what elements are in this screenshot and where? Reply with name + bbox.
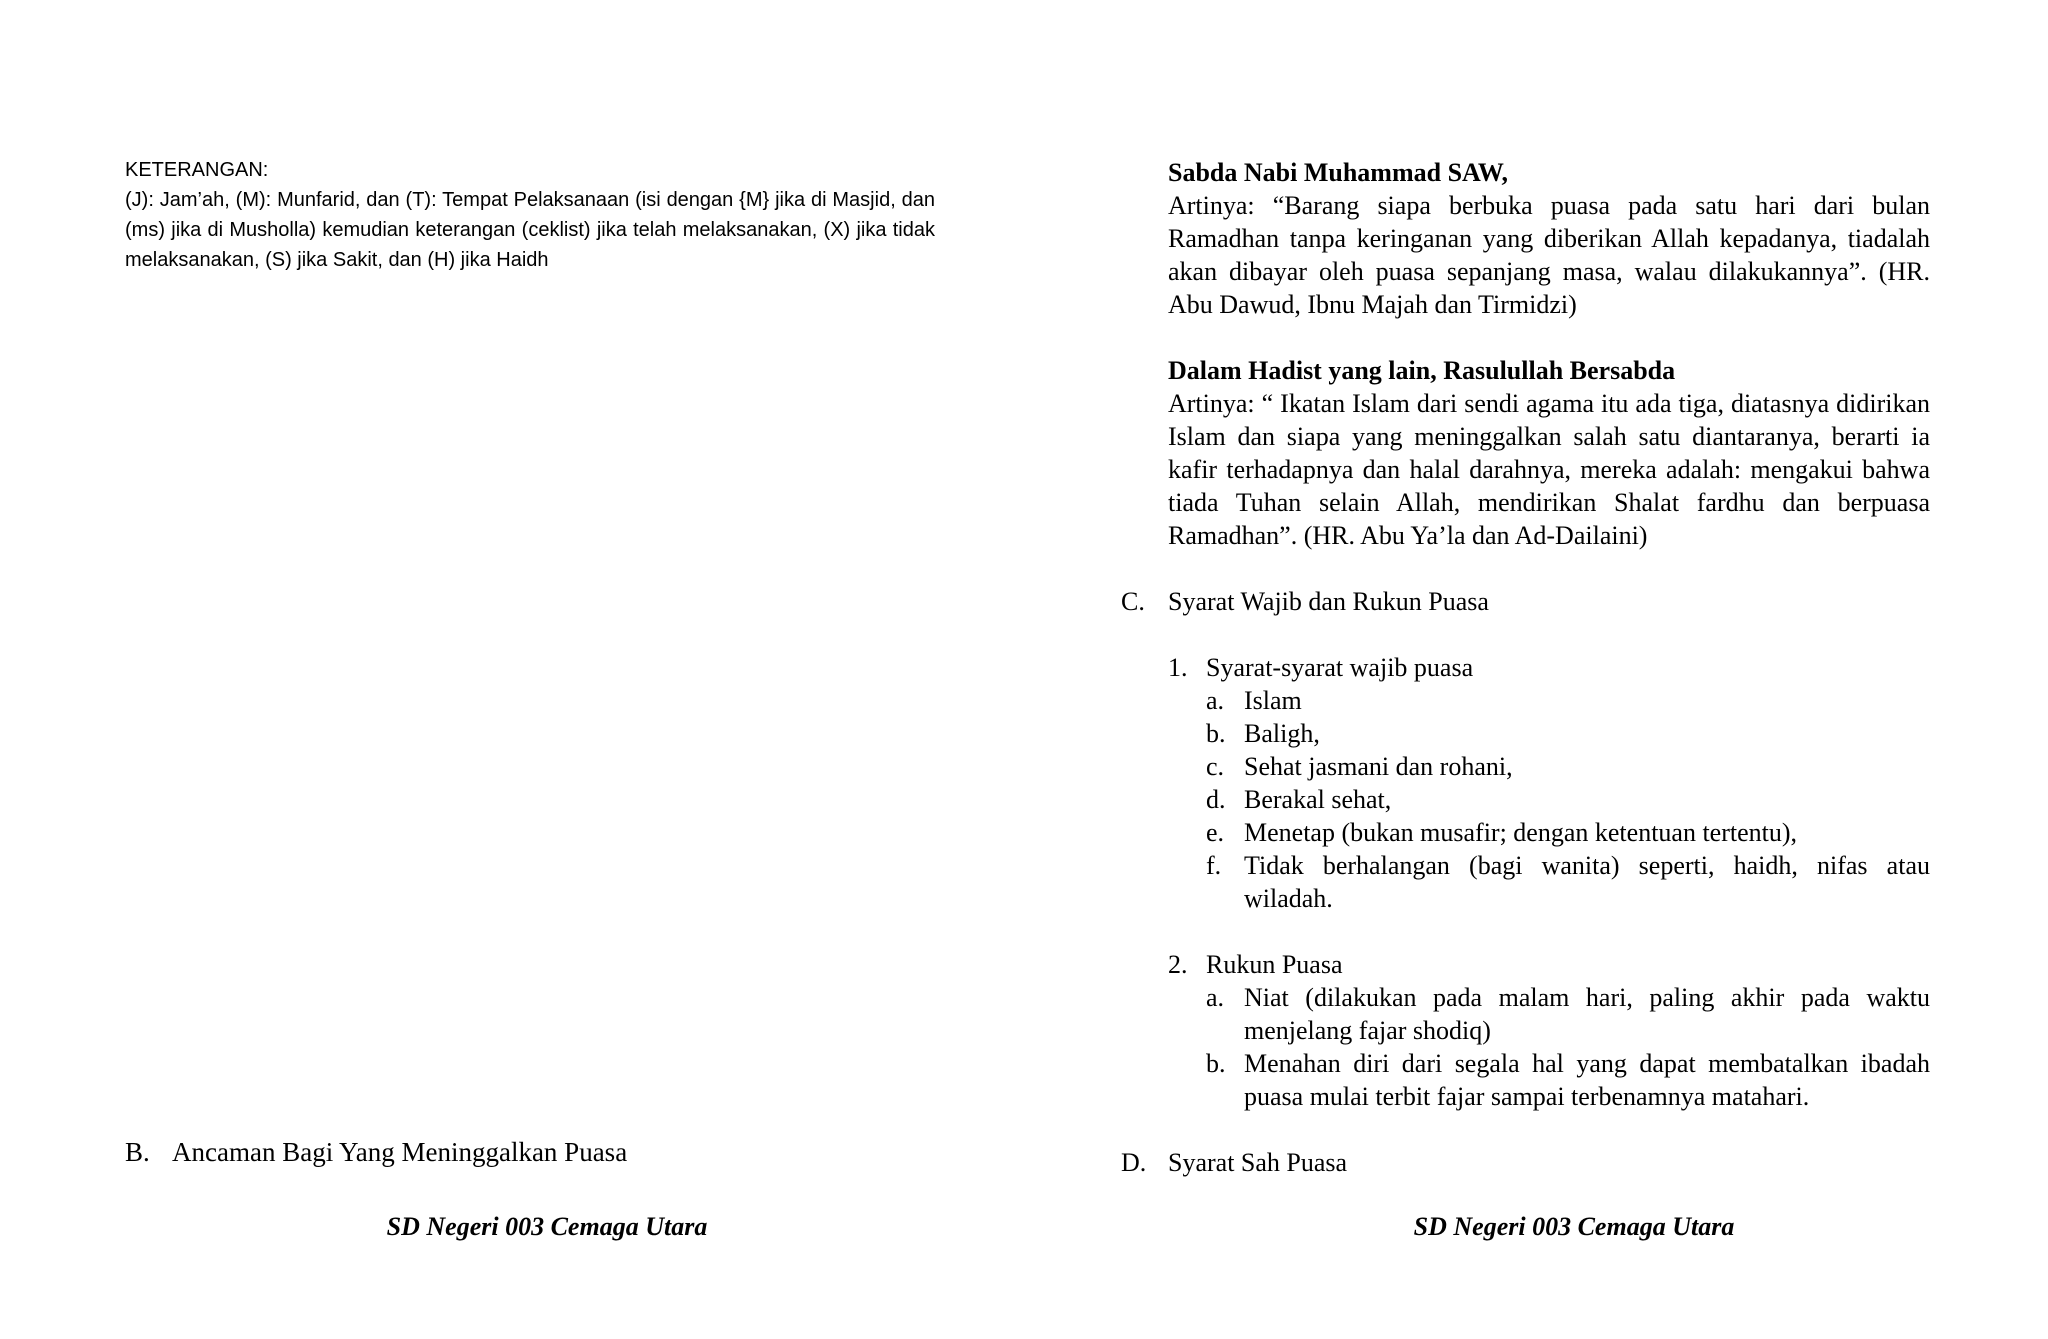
section-d-letter: D. xyxy=(1121,1148,1147,1177)
list-item-text: Tidak berhalangan (bagi wanita) seperti, haidh, nifas atau wiladah. xyxy=(1244,851,1930,913)
section-c-title: Syarat Wajib dan Rukun Puasa xyxy=(1168,587,1489,616)
section-d-title: Syarat Sah Puasa xyxy=(1168,1148,1348,1177)
list-item-text: Islam xyxy=(1244,686,1302,715)
list-rukun-puasa xyxy=(1168,948,1930,981)
list-item-letter: e. xyxy=(1206,818,1225,847)
left-page xyxy=(125,155,935,275)
list-item xyxy=(1206,849,1930,915)
list-item xyxy=(1206,717,1930,750)
hadith-2 xyxy=(1168,354,1930,552)
right-page xyxy=(1121,156,1930,1179)
list-item-letter: a. xyxy=(1206,686,1225,715)
hadith-2-text: Artinya: “ Ikatan Islam dari sendi agama itu ada tiga, diatasnya didirikan Islam dan siapa yang meninggalkan salah satu diantaranya, berarti ia kafir terhadapnya dan halal darahnya, mereka adalah: mengakui bahwa tiada Tuhan selain Allah, mendirikan Shalat fardhu dan berpuasa Ramadhan”. (HR. Abu Ya’la dan Ad-Dailaini) xyxy=(1168,389,1930,550)
keterangan-label: KETERANGAN: xyxy=(125,159,269,181)
list-item xyxy=(1206,1047,1930,1113)
hadith-1-text: Artinya: “Barang siapa berbuka puasa pada satu hari dari bulan Ramadhan tanpa keringanan yang diberikan Allah kepadanya, tiadalah akan dibayar oleh puasa sepanjang masa, walau dilakukannya”. (HR. Abu Dawud, Ibnu Majah dan Tirmidzi) xyxy=(1168,191,1930,319)
footer-right: SD Negeri 003 Cemaga Utara xyxy=(1413,1212,1735,1241)
syarat-wajib-items xyxy=(1206,684,1930,915)
list-rukun-puasa-heading xyxy=(1168,948,1930,981)
list-syarat-wajib xyxy=(1168,651,1930,684)
list-item-text: Menahan diri dari segala hal yang dapat membatalkan ibadah puasa mulai terbit fajar sampai terbenamnya matahari. xyxy=(1244,1049,1930,1111)
section-c-letter: C. xyxy=(1121,587,1145,616)
list-item-text: Berakal sehat, xyxy=(1244,785,1392,814)
section-b-heading xyxy=(125,1135,627,1169)
list-item-letter: b. xyxy=(1206,1049,1226,1078)
list-item xyxy=(1206,981,1930,1047)
list-item xyxy=(1206,750,1930,783)
section-c-heading xyxy=(1121,585,1930,618)
list-title: Syarat-syarat wajib puasa xyxy=(1206,653,1474,682)
list-item-letter: b. xyxy=(1206,719,1226,748)
section-b-letter: B. xyxy=(125,1137,150,1167)
list-item-text: Sehat jasmani dan rohani, xyxy=(1244,752,1513,781)
footer-left: SD Negeri 003 Cemaga Utara xyxy=(386,1212,708,1241)
list-item-letter: f. xyxy=(1206,851,1222,880)
list-title: Rukun Puasa xyxy=(1206,950,1343,979)
list-item xyxy=(1206,816,1930,849)
rukun-puasa-items xyxy=(1206,981,1930,1113)
list-number: 2. xyxy=(1168,950,1188,979)
hadith-1 xyxy=(1168,156,1930,321)
list-item xyxy=(1206,684,1930,717)
list-item-letter: c. xyxy=(1206,752,1225,781)
hadith-2-heading: Dalam Hadist yang lain, Rasulullah Bersabda xyxy=(1168,356,1676,385)
section-b-title: Ancaman Bagi Yang Meninggalkan Puasa xyxy=(172,1137,628,1167)
list-number: 1. xyxy=(1168,653,1188,682)
section-d-heading xyxy=(1121,1146,1930,1179)
keterangan-text: (J): Jam’ah, (M): Munfarid, dan (T): Tempat Pelaksanaan (isi dengan {M} jika di Masjid, dan (ms) jika di Musholla) kemudian keterangan (ceklist) jika telah melaksanakan, (X) jika tidak melaksanakan, (S) jika Sakit, dan (H) jika Haidh xyxy=(125,189,935,271)
hadith-1-heading: Sabda Nabi Muhammad SAW, xyxy=(1168,158,1509,187)
list-item-text: Niat (dilakukan pada malam hari, paling akhir pada waktu menjelang fajar shodiq) xyxy=(1244,983,1930,1045)
list-item-letter: d. xyxy=(1206,785,1226,814)
list-item xyxy=(1206,783,1930,816)
list-item-text: Menetap (bukan musafir; dengan ketentuan tertentu), xyxy=(1244,818,1798,847)
list-item-letter: a. xyxy=(1206,983,1225,1012)
list-syarat-wajib-heading xyxy=(1168,651,1930,684)
list-item-text: Baligh, xyxy=(1244,719,1320,748)
